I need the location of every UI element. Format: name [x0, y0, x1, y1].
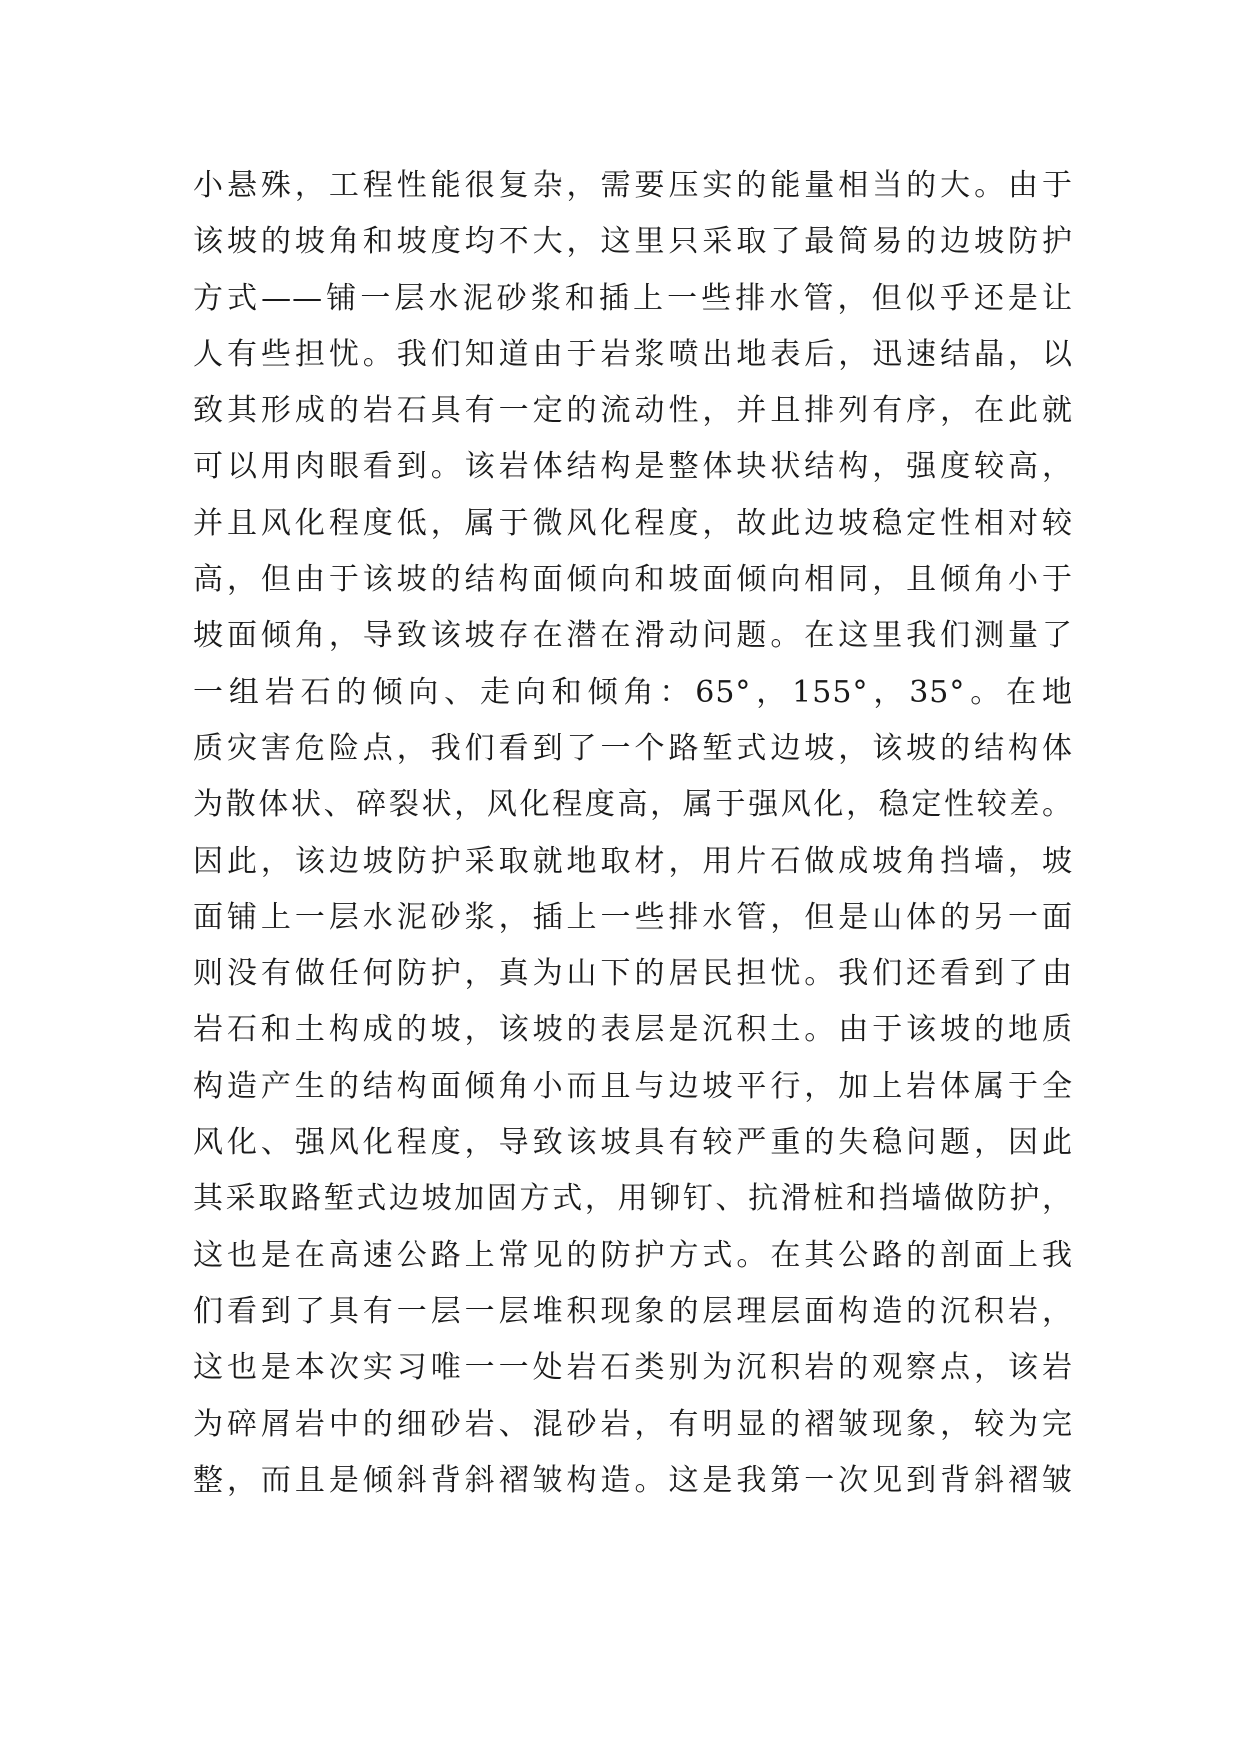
body-text: [193, 158, 1073, 1509]
text-line: 小悬殊，工程性能很复杂，需要压实的能量相当的大。由于: [193, 168, 1073, 203]
text-line: 面铺上一层水泥砂浆，插上一些排水管，但是山体的另一面: [193, 899, 1073, 935]
text-line: 高，但由于该坡的结构面倾向和坡面倾向相同，且倾角小于: [193, 562, 1073, 598]
text-line: 整，而且是倾斜背斜褶皱构造。这是我第一次见到背斜褶皱: [193, 1462, 1073, 1498]
text-line: 为散体状、碎裂状，风化程度高，属于强风化，稳定性较差。: [193, 787, 1073, 823]
text-line: 这也是本次实习唯一一处岩石类别为沉积岩的观察点，该岩: [193, 1350, 1073, 1386]
text-line: 坡面倾角，导致该坡存在潜在滑动问题。在这里我们测量了: [193, 618, 1073, 654]
text-line: 因此，该边坡防护采取就地取材，用片石做成坡角挡墙，坡: [193, 843, 1073, 879]
text-line: 则没有做任何防护，真为山下的居民担忧。我们还看到了由: [193, 956, 1073, 992]
text-line: 质灾害危险点，我们看到了一个路堑式边坡，该坡的结构体: [193, 730, 1073, 766]
text-line: 为碎屑岩中的细砂岩、混砂岩，有明显的褶皱现象，较为完: [193, 1406, 1073, 1442]
text-line: 这也是在高速公路上常见的防护方式。在其公路的剖面上我: [193, 1237, 1073, 1273]
text-line: 一组岩石的倾向、走向和倾角：65°，155°，35°。在地: [193, 674, 1073, 710]
text-line: 人有些担忧。我们知道由于岩浆喷出地表后，迅速结晶，以: [193, 336, 1073, 372]
text-line: 该坡的坡角和坡度均不大，这里只采取了最简易的边坡防护: [193, 224, 1073, 260]
text-line: 构造产生的结构面倾角小而且与边坡平行，加上岩体属于全: [193, 1068, 1073, 1104]
text-line: 其采取路堑式边坡加固方式，用铆钉、抗滑桩和挡墙做防护，: [193, 1181, 1073, 1217]
text-line: 致其形成的岩石具有一定的流动性，并且排列有序，在此就: [193, 393, 1073, 429]
text-line: 岩石和土构成的坡，该坡的表层是沉积土。由于该坡的地质: [193, 1012, 1073, 1048]
text-line: 们看到了具有一层一层堆积现象的层理层面构造的沉积岩，: [193, 1293, 1073, 1329]
text-line: 风化、强风化程度，导致该坡具有较严重的失稳问题，因此: [193, 1125, 1073, 1161]
text-line: 方式——铺一层水泥砂浆和插上一些排水管，但似乎还是让: [193, 280, 1073, 316]
text-line: 可以用肉眼看到。该岩体结构是整体块状结构，强度较高，: [193, 449, 1073, 485]
text-line: 并且风化程度低，属于微风化程度，故此边坡稳定性相对较: [193, 505, 1073, 541]
